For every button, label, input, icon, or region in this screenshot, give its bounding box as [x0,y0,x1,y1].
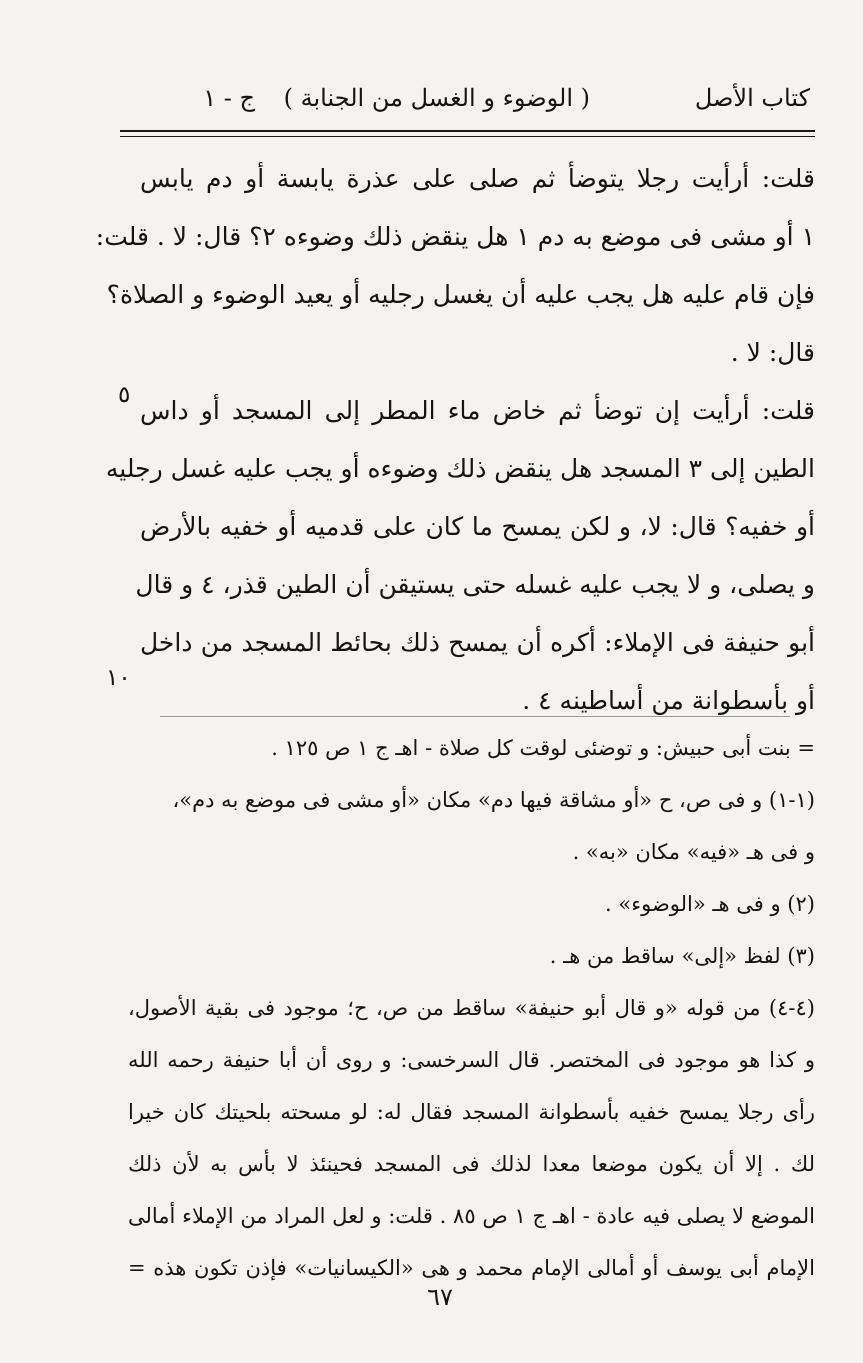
text-line: قال: لا . [730,338,815,367]
line-number-10: ١٠ [106,665,131,691]
footnote-line: = بنت أبى حبيش: و توضئى لوقت كل صلاة - اهـ ج ١ ص ١٢٥ . [271,736,815,760]
volume-number: ج - ١ [203,84,255,112]
footnote-line: و فى هـ «فيه» مكان «به» . [572,840,815,864]
footnote-line: (٣) لفظ «إلى» ساقط من هـ . [549,944,815,968]
footnote-line: (٤-٤) من قوله «و قال أبو حنيفة» ساقط من ص، ح؛ موجود فى بقية الأصول، [128,996,815,1020]
page-number: ٦٧ [427,1283,453,1311]
footnote-separator [160,716,790,717]
book-title: كتاب الأصل [694,84,810,112]
text-line: ١ أو مشى فى موضع به دم ١ هل ينقض ذلك وضوءه ٢؟ قال: لا . قلت: [95,222,815,251]
text-line: الطين إلى ٣ المسجد هل ينقض ذلك وضوءه أو يجب عليه غسل رجليه [105,454,815,483]
text-line: قلت: أرأيت رجلا يتوضأ ثم صلى على عذرة يابسة أو دم يابس [140,164,815,193]
footnote-line: الإمام أبى يوسف أو أمالى الإمام محمد و هى «الكيسانيات» فإذن تكون هذه = [128,1256,815,1280]
text-line: أبو حنيفة فى الإملاء: أكره أن يمسح ذلك بحائط المسجد من داخل [140,628,815,657]
line-number-5: ٥ [118,382,131,408]
running-header [120,82,810,126]
footnote-line: لك . إلا أن يكون موضعا معدا لذلك فى المسجد فحينئذ لا بأس به لأن ذلك [128,1152,815,1176]
footnote-line: (١-١) و فى ص، ح «أو مشاقة فيها دم» مكان «أو مشى فى موضع به دم»، [172,788,815,812]
footnote-line: رأى رجلا يمسح خفيه بأسطوانة المسجد فقال له: لو مسحته بلحيتك كان خيرا [128,1100,815,1124]
text-line: فإن قام عليه هل يجب عليه أن يغسل رجليه أو يعيد الوضوء و الصلاة؟ [106,280,815,309]
header-rule-thin [120,136,815,137]
text-line: أو خفيه؟ قال: لا، و لكن يمسح ما كان على قدميه أو خفيه بالأرض [140,512,815,541]
text-line: قلت: أرأيت إن توضأ ثم خاض ماء المطر إلى المسجد أو داس [140,396,815,425]
header-rule-thick [120,130,815,132]
text-line: أو بأسطوانة من أساطينه ٤ . [522,686,815,715]
footnotes [128,722,815,1294]
text-line: و يصلى، و لا يجب عليه غسله حتى يستيقن أن الطين قذر، ٤ و قال [135,570,815,599]
section-title: ( الوضوء و الغسل من الجنابة ) [283,84,590,112]
footnote-line: الموضع لا يصلى فيه عادة - اهـ ج ١ ص ٨٥ . قلت: و لعل المراد من الإملاء أمالى [128,1204,815,1228]
footnote-line: و كذا هو موجود فى المختصر. قال السرخسى: و روى أن أبا حنيفة رحمه الله [128,1048,815,1072]
footnote-line: (٢) و فى هـ «الوضوء» . [605,892,815,916]
